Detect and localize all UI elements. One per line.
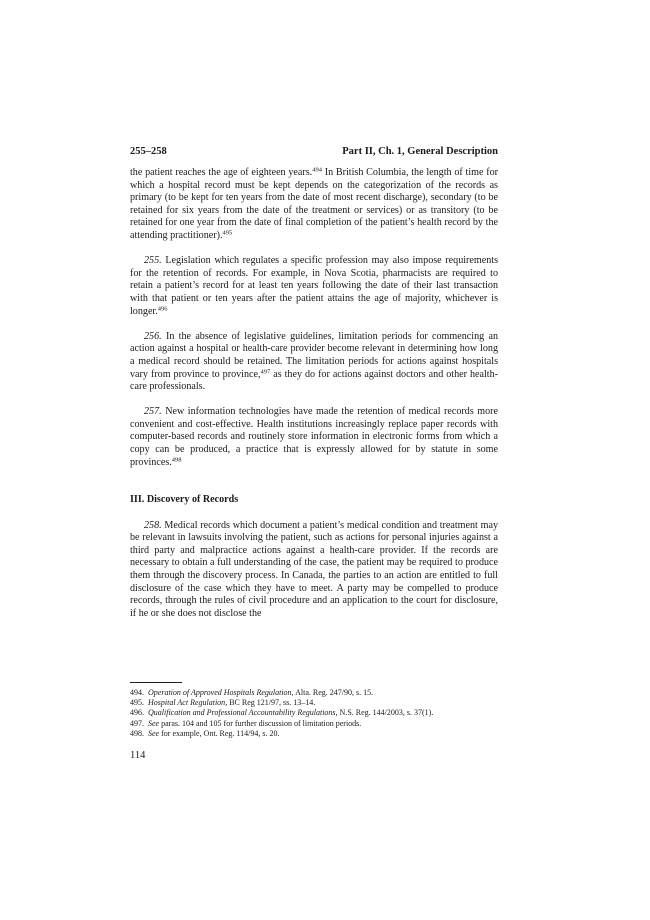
footnote-ref-496[interactable]: 496 bbox=[157, 305, 168, 313]
paragraph-number: 258. bbox=[144, 519, 162, 531]
header-paragraph-range: 255–258 bbox=[130, 146, 167, 157]
page-number: 114 bbox=[130, 750, 146, 761]
footnote-495: 495. Hospital Act Regulation, BC Reg 121/97, ss. 13–14. bbox=[130, 698, 316, 708]
footnote-494: 494. Operation of Approved Hospitals Regulation, Alta. Reg. 247/90, s. 15. bbox=[130, 688, 374, 697]
paragraph-255: 255. Legislation which regulates a specific profession may also impose requirements for the retention of records. For example, in Nova Scotia, pharmacists are required to retain a patient’s record for at least ten years following the date of their last transaction with that patient or ten years after the patient attains the age of majority, whichever is longer.$^{496}$ bbox=[130, 255, 498, 317]
footnote-ref-494[interactable]: 494 bbox=[312, 166, 322, 174]
paragraph-number: 257. bbox=[144, 406, 162, 418]
paragraph-number: 255. bbox=[144, 255, 162, 267]
header-chapter-title: Part II, Ch. 1, General Description bbox=[342, 146, 498, 157]
footnote-separator bbox=[130, 682, 182, 683]
footnote-ref-495[interactable]: 495 bbox=[222, 229, 233, 237]
paragraph-number: 256. bbox=[144, 330, 162, 342]
running-header bbox=[130, 145, 498, 159]
paragraph-257: 257. New information technologies have made the retention of medical records more convenient and cost-effective. Health institutions increasingly replace paper records with computer-based records and routinely store information in electronic forms from which a copy can be produced, a practice that is expressly allowed for by statute in some provinces.$^{498}$ bbox=[130, 406, 498, 468]
footnotes bbox=[130, 688, 498, 739]
body-text bbox=[130, 167, 498, 620]
paragraph-continued: the patient reaches the age of eighteen years.$^{494}$ In British Columbia, the length of time for which a hospital record must be kept depends on the categorization of the records as primary (to be kept for ten years from the date of most recent discharge), secondary (to be retained for six years from the date of the treatment or services) or as transitory (to be retained for one year from the date of final completion of the patient’s health record by the attending practitioner).$^{495}$ bbox=[130, 166, 499, 241]
paragraph-256: 256. In the absence of legislative guidelines, limitation periods for commencing an action against a hospital or health-care provider become relevant in determining how long a medical record should be retained. The limitation periods for actions against hospitals vary from province to province,$^{497}$ as they do for actions against doctors and other health-care professionals. bbox=[130, 330, 498, 393]
footnote-ref-497[interactable]: 497 bbox=[260, 368, 271, 375]
footnote-496: 496. Qualification and Professional Accountability Regulations, N.S. Reg. 144/2003, s. 37(1). bbox=[130, 708, 434, 718]
footnote-498: 498. See for example, Ont. Reg. 114/94, s. 20. bbox=[130, 728, 280, 738]
footnote-497: 497. See paras. 104 and 105 for further discussion of limitation periods. bbox=[130, 718, 362, 728]
paragraph-258: 258. Medical records which document a patient’s medical condition and treatment may be relevant in lawsuits involving the patient, such as actions for personal injuries against a third party and malpractice actions against a health-care provider. If the records are necessary to obtain a full understanding of the case, the patient may be required to produce them through the discovery process. In Canada, the parties to an action are entitled to full disclosure of the case which they have to meet. A party may be compelled to produce records, through the rules of civil procedure and an application to the court for disclosure, if he or she does not disclose the bbox=[130, 519, 498, 619]
section-heading: III. Discovery of Records bbox=[130, 494, 239, 506]
footnote-ref-498[interactable]: 498 bbox=[171, 456, 182, 464]
